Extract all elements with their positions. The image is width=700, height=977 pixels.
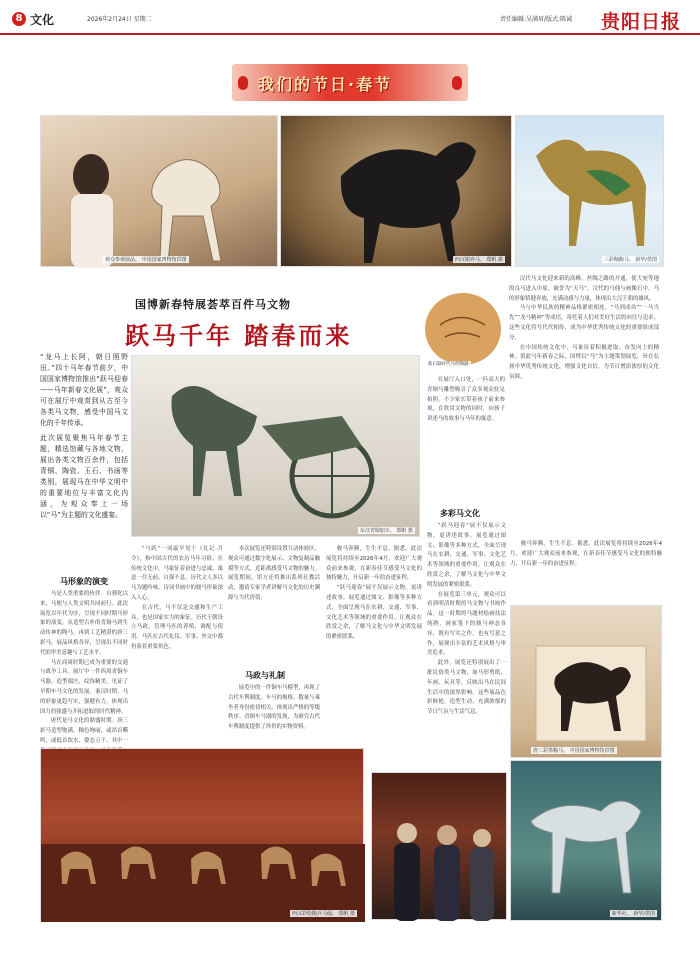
festival-banner-text: 我们的节日·春节 [258,75,393,94]
newspaper-logo: 贵阳日报 [601,11,682,33]
section-name: 文化 [30,13,55,27]
bronze-horse-illustration [281,116,513,268]
masthead-rule [0,33,700,35]
body-paragraph: 马是人类重要的伙伴。自驯化以来，马便与人类文明共同前行。此次展览以年代为序，呈现不同时期马形象的演变。从造型古朴的青铜马到生动传神的陶马，再到工艺精湛的唐三彩马，展品风格各异，呈现出不同时代的审美意趣与工艺水平。 [40,591,128,656]
lantern-icon [452,76,462,90]
photo-caption: 东汉青铜轺车。 郑帆 摄 [359,528,413,534]
chariot-illustration [132,356,421,538]
body-paragraph: “跃马迎春”展不仅展示文物，更讲述故事。展览通过图文、影像等多种方式，全面呈现马在农耕、交通、军事、文化艺术等领域的重要作用，让观众在欣赏之余，了解马文化与中华文明发展的紧密联系。 [427,523,506,588]
photo-caption: 新华社。 新华/供图 [611,911,655,917]
body-paragraph: 在古代，马不仅是交通和生产工具，也是国家实力的象征。历代王朝设立马政，管理马匹的养殖、调配与使用。马匹在古代礼仪、军事、外交中都扮演着重要角色。 [131,604,223,650]
middle-right-column [427,376,505,496]
body-paragraph: “跃马迎春”展不仅展示文物，更讲述故事。展览通过图文、影像等多种方式，全面呈现马在农耕、交通、军事、文化艺术等领域的重要作用，让观众在欣赏之余，了解马文化与中华文明发展的紧密联系。 [326,585,422,641]
photo-caption: 西汉铜奔马。 郑帆 摄 [454,257,503,263]
closing-text [510,540,662,600]
body-column-3 [228,545,320,665]
gallery-horse-illustration [511,761,663,922]
body-paragraph: 在展览第三单元，观众可以看到明清时期的马文物与书画作品。这一时期的马题材绘画技法纯熟，画家笔下的骏马神态各异，既有写实之作，也有写意之作，展现出丰富的艺术风格与审美追求。 [427,591,506,657]
editor-credits: 责任编辑:吴满眉/版式:陈诚 [500,16,573,23]
body-paragraph: 马在商周时期已成为重要的交通与战争工具。展厅中一件西周青铜车马器，造型端庄，纹饰精美，见证了早期车马文化的发展。秦汉时期，马的形象更趋写实，强健有力，体现出国力的强盛与开拓进取的时代精神。 [40,659,128,715]
lantern-icon [238,76,248,90]
body-paragraph: 马与中华民族的精神品格紧密相连。“马到成功”“一马当先”“龙马精神”等成语，寄托着人们对美好生活的向往与追求。这些文化符号代代相传，成为中华优秀传统文化的重要组成部分。 [509,305,659,341]
article-kicker: 国博新春特展荟萃百件马文物 [135,298,291,311]
article-headline: 跃马千年 踏春而来 [125,321,353,350]
issue-date: 2026年2月24日 星期二 [87,16,152,23]
visitor-horse-illustration [41,116,279,268]
body-paragraph: 此外，展览还特别展出了一批民俗类马文物，如马形剪纸、年画、玩具等，反映出马在民间生活中的深厚影响。这些展品色彩鲜艳，造型生动，充满浓郁的节日气氛与生活气息。 [427,660,506,716]
tricolor-horse-illustration [516,116,665,268]
pottery-illustration [420,285,506,373]
body-paragraph: 展览中的一件铜车马模型，再现了古代车舆制度。车马的规格、数量与乘坐者身份密切相关，体现出严格的等级秩序。青铜车马器的发现，为研究古代车舆制度提供了珍贵的实物资料。 [228,685,320,731]
body-paragraph: 骏马奔腾，生生不息。据悉，此次展览将持续至2026年4月，欢迎广大观众前来参观，在新春佳节感受马文化的独特魅力，开启新一年的奋进征程。 [326,546,422,582]
photo-caption: 三彩釉陶马。 新华/供图 [603,257,657,263]
photo-exhibition-visitors [371,772,507,920]
photo-caption: 西汉彩绘陶兵马俑。 郑帆 摄 [291,911,355,917]
body-paragraph: 唐代是马文化的鼎盛时期。唐三彩马造型饱满，釉色绚丽，或昂首嘶鸣，或低首饮水，姿态万千。其中一 [40,718,128,744]
photo-terracotta-cavalry [40,748,364,921]
photo-bronze-horse [280,115,512,267]
body-paragraph: 汉代马文化迎来新的高峰。丝绸之路的开通，使大宛等地的良马进入中原，被誉为“天马”。汉代的马俑与画像石中，马的形象矫健奔放，充满动感与力量，体现出大汉王朝的雄风。 [509,276,659,302]
photo-tang-horse [510,605,662,758]
lead-paragraph: 此次展览聚焦马年春节主题，精选馆藏与各地文物，展出各类文物百余件，包括青铜、陶瓷、玉石、书画等类别，展现马在中华文明中的重要地位与丰富文化内涵，为观众奉上一场以“马”为主题的文化盛宴。 [40,434,128,519]
page-number-badge: 8 [12,12,26,26]
tang-horse-illustration [511,606,663,759]
section-title-governance: 马政与礼制 [245,670,285,680]
body-paragraph: 本次展览还特别设置互动体验区，观众可通过数字化展示、文物复制品触摸等方式，近距离感受马文物的魅力。展览期间，馆方还将推出系列社教活动，邀请专家学者讲解马文化的历史渊源与当代价值。 [228,546,320,601]
body-paragraph: “马跃”一词最早见于《礼记·月令》，指中国古代的农历马年习俗。在传统文化中，马象征着奋进与忠诚，寓意一往无前、自强不息。历代文人多以马为题吟咏，诗词书画中的骏马形象深入人心。 [131,546,223,601]
photo-visitor-viewing [40,115,278,267]
section-title-evolution: 马形象的演变 [60,576,108,586]
photo-bronze-horse-gallery [510,760,662,921]
photo-caption: 新石器时代马形陶器 [428,362,469,367]
body-paragraph: 在展厅入口处，一匹高大的青铜马雕塑吸引了众多观众驻足拍照。不少家长带着孩子前来参观，在欣赏文物的同时，向孩子讲述马的故事与马年的寓意。 [427,377,505,423]
section-colorful-text [427,522,506,752]
article-lead [40,352,128,572]
section-title-colorful: 多彩马文化 [440,508,480,518]
photo-caption: 唐三彩黑釉马。 中国国家博物馆供图 [533,748,615,754]
photo-tricolor-horse [515,115,664,267]
photo-caption: 观众参观展品。 中国国家博物馆供图 [105,257,187,263]
cavalry-illustration [41,749,365,922]
body-column-2 [131,545,223,745]
section-governance-text [228,684,320,744]
photo-bronze-chariot [131,355,420,537]
body-column-4 [326,545,422,745]
body-paragraph: 骏马奔腾，生生不息。据悉，此次展览将持续至2026年4月，欢迎广大观众前来参观，在新春佳节感受马文化的独特魅力，开启新一年的奋进征程。 [510,541,662,567]
section-evolution-text [40,590,128,742]
photo-pottery-fragment [420,285,506,373]
lead-paragraph: “龙马上长阿，朝日照野田。”四十马年春节前夕，中国国家博物馆推出“跃马迎春——马年新春文化展”，观众可在展厅中观赏到从古至今各类马文物，感受中国马文化的千年传承。 [40,353,128,427]
body-paragraph: 在中国传统文化中，马象征着积极进取、奋发向上的精神。值此马年新春之际，国博以“马”为主题策划展览，旨在弘扬中华优秀传统文化，增强文化自信，为节日增添浓厚的文化氛围。 [509,344,659,380]
visitors-illustration [372,773,508,921]
